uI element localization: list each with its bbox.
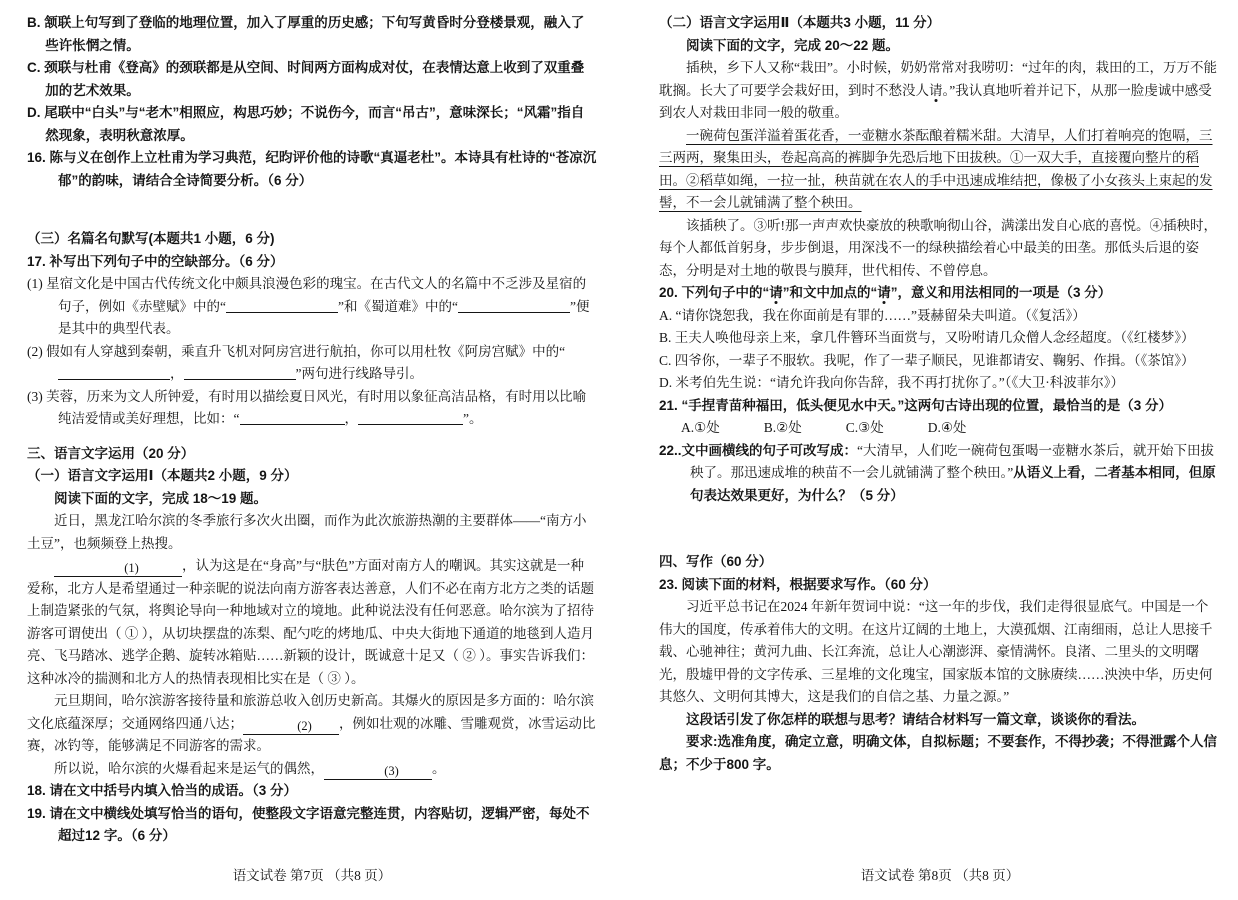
text-run: C. 颈联与杜甫《登高》的颈联都是从空间、时间两方面构成对仗，在表情达意上收到了双重叠加的艺术效果。 [27, 60, 585, 98]
text-line [659, 417, 1221, 440]
text-line [659, 551, 1221, 574]
text-line [659, 327, 1221, 350]
blank-underline [240, 409, 345, 425]
page7-content [27, 12, 597, 848]
text-line [27, 102, 597, 147]
text-line [659, 596, 1221, 709]
text-run: (3) 芙蓉，历来为文人所钟爱，有时用以描绘夏日风光，有时用以象征高洁品格，有时用以比喻纯洁爱情或美好理想，比如：“ [27, 388, 587, 426]
text-run: ”和《蜀道难》中的“ [338, 298, 459, 314]
text-run: B. 王夫人唤他母亲上来，拿几件簪环当面赏与，又吩咐请几众僧人念经超度。（《红楼梦》） [659, 330, 1195, 345]
text-run: 21. “手捏青苗种福田，低头便见水中天。”这两句古诗出现的位置，最恰当的是（3 分） [659, 397, 1173, 413]
text-line [27, 780, 597, 803]
text-line [27, 690, 597, 758]
text-run: 元旦期间，哈尔滨游客接待量和旅游总收入创历史新高。其爆火的原因是多方面的：哈尔滨文化底蕴深厚；交通网络四通八达； [27, 693, 594, 731]
text-line [27, 251, 597, 274]
text-run: ， [344, 411, 359, 426]
text-run: 阅读下面的文字，完成 20～22 题。 [686, 37, 900, 53]
blank-underline [458, 297, 570, 313]
text-line [27, 443, 597, 466]
text-run: ”，意义和用法相同的一项是（3 分） [890, 285, 1112, 300]
text-line [659, 282, 1221, 305]
text-run: D.④处 [927, 420, 967, 435]
text-line [659, 35, 1221, 58]
text-run: 近日，黑龙江哈尔滨的冬季旅行多次火出圈，而作为此次旅游热潮的主要群体——“南方小土豆”，也频频登上热搜。 [27, 513, 587, 551]
text-line [659, 305, 1221, 328]
text-run: 这段话引发了你怎样的联想与思考？请结合材料写一篇文章，谈谈你的看法。 [686, 711, 1145, 727]
text-line [659, 440, 1221, 508]
text-run: 三、语言文字运用（20 分） [27, 445, 195, 461]
blank-underline: (2) [243, 719, 339, 735]
text-run: C.③处 [845, 420, 884, 435]
text-line [27, 488, 597, 511]
text-run: D. 尾联中“白头”与“老木”相照应，构思巧妙；不说伤今，而言“吊古”，意味深长；“风霜”指自然现象，表明秋意浓厚。 [27, 105, 585, 143]
page7-footer: 语文试卷 第7页 （共8 页） [232, 868, 392, 883]
text-line [27, 57, 597, 102]
text-run: 所以说，哈尔滨的火爆看起来是运气的偶然， [54, 760, 324, 776]
blank-underline: (3) [324, 764, 432, 780]
text-line [659, 731, 1221, 776]
text-run: （三）名篇名句默写(本题共1 小题，6 分) [27, 231, 275, 246]
text-run: 要求:选准角度，确定立意，明确文体，自拟标题；不要套作，不得抄袭；不得泄露个人信息；不少于800 字。 [659, 734, 1217, 772]
text-run: ，认为这是在“身高”与“肤色”方面对南方人的嘲讽。其实这就是一种爱称，北方人是希望通过一种亲昵的说法向南方游客表达善意，人们不必在南方北方之类的话题上制造紧张的气氛，将舆论导向一种地域对立的境地。此种说法没有任何恶意。哈尔滨为了招待游客可谓使出（ ① ），从切块摆盘的冻梨、配勺吃的烤地瓜、中央大街地下通道的地毯到人造月亮、飞马踏冰、逃学企鹅、旋转冰箱贴……新颖的设计，既诚意十足又（ ② ）。事实告诉我们：这种冰冷的揣测和北方人的热情表现相比实在是（ ③ ）。 [27, 558, 594, 686]
page8-footer: 语文试卷 第8页 （共8 页） [860, 868, 1020, 883]
text-run: 17. 补写出下列句子中的空缺部分。（6 分） [27, 253, 284, 269]
text-line [659, 12, 1221, 35]
text-run: ”和文中加点的“ [782, 285, 878, 300]
emphasized-char: 请 [929, 82, 943, 98]
text-line [27, 273, 597, 341]
text-run: 20. 下列句子中的“ [659, 285, 770, 300]
text-run: 16. 陈与义在创作上立杜甫为学习典范，纪昀评价他的诗歌“真逼老杜”。本诗具有杜诗的“苍凉沉郁”的韵味，请结合全诗简要分析。（6 分） [27, 150, 597, 188]
text-run: ”。 [463, 411, 483, 426]
text-run: 阅读下面的文字，完成 18～19 题。 [54, 490, 268, 506]
exam-page-7 [27, 12, 597, 890]
text-line [659, 125, 1221, 215]
text-line [659, 709, 1221, 732]
text-run: ，例如壮观的冰雕、雪雕观赏，冰雪运动比赛，冰钓等，能够满足不同游客的需求。 [27, 715, 596, 753]
text-run: 从语义上看，二者基本相同，但原句表达效果更好，为什么？（5 分） [690, 465, 1216, 503]
emphasized-char: 请 [877, 285, 891, 300]
text-run: B.②处 [763, 420, 802, 435]
text-line [659, 215, 1221, 283]
text-run: (1) 星宿文化是中国古代传统文化中颇具浪漫色彩的瑰宝。在古代文人的名篇中不乏涉及星宿的句子，例如《赤壁赋》中的“ [27, 276, 587, 314]
text-run: A. “请你饶恕我，我在你面前是有罪的……”聂赫留朵夫叫道。（《复活》） [659, 307, 1086, 323]
text-run: C. 四爷你，一辈子不服软。我呢，作了一辈子顺民，见谁都请安、鞠躬、作揖。（《茶馆》） [659, 352, 1195, 368]
text-line [27, 803, 597, 848]
text-run: D. 米考伯先生说：“请允许我向你告辞，我不再打扰你了。”（《大卫·科波菲尔》） [659, 375, 1124, 390]
text-run: 23. 阅读下面的材料，根据要求写作。（60 分） [659, 576, 937, 592]
text-line [27, 147, 597, 192]
text-line [659, 574, 1221, 597]
text-run: 22..文中画横线的句子可改写成： [659, 442, 858, 458]
text-line [27, 341, 597, 386]
blank-underline: (1) [54, 561, 182, 577]
text-line [659, 395, 1221, 418]
page8-content [659, 12, 1221, 776]
text-run: 习近平总书记在2024 年新年贺词中说：“这一年的步伐，我们走得很显底气。中国是一个伟大的国度，传承着伟大的文明。在这片辽阔的土地上，大漠孤烟、江南细雨，总让人思接千载、心驰神往；黄河九曲、长江奔流，总让人心潮澎湃、豪情满怀。良渚、二里头的文明曙光，殷墟甲骨的文字传承、三星堆的文化瑰宝，国家版本馆的文脉赓续……泱泱中华，历史何其悠久、文明何其博大，这是我们的自信之基、力量之源。” [659, 599, 1213, 704]
text-line [27, 465, 597, 488]
text-line [27, 386, 597, 431]
text-run: A.①处 [681, 420, 720, 435]
text-run: 四、写作（60 分） [659, 554, 773, 569]
text-run: 一碗荷包蛋洋溢着蛋花香，一壶糖水茶酝酿着糯米甜。大清早，人们打着响亮的饱嗝，三三两两，聚集田头，卷起高高的裤脚争先恐后地下田拔秧。①一双大手，直接覆向整片的稻田。②稻草如绳，一拉一扯，秧苗就在农人的手中迅速成堆结把，像极了小女孩头上束起的发髻，不一会儿就铺满了整个秧田。 [659, 127, 1213, 210]
text-run: 19. 请在文中横线处填写恰当的语句，使整段文字语意完整连贯，内容贴切，逻辑严密，每处不超过12 字。（6 分） [27, 805, 590, 843]
blank-underline [226, 297, 338, 313]
text-line [27, 758, 597, 781]
text-run: 18. 请在文中括号内填入恰当的成语。（3 分） [27, 783, 298, 798]
text-run: ”便是其中的典型代表。 [58, 298, 590, 336]
blank-underline [58, 364, 170, 380]
text-run: （一）语言文字运用Ⅰ（本题共2 小题，9 分） [27, 468, 298, 483]
blank-underline [184, 364, 296, 380]
text-line [27, 228, 597, 251]
text-run: ， [170, 366, 184, 381]
exam-page-8 [659, 12, 1221, 890]
text-line [659, 350, 1221, 373]
text-run: 。”我认真地听着并记下，从那一脸虔诚中感受到农人对栽田非同一般的敬重。 [659, 82, 1212, 120]
text-run: “大清早，人们吃一碗荷包蛋喝一壶糖水茶后，就开始下田拔秧了。那迅速成堆的秧苗不一会儿就铺满了整个秧田。” [690, 442, 1215, 480]
blank-underline [358, 409, 463, 425]
text-run: 。 [432, 760, 446, 776]
text-line [27, 555, 597, 690]
text-run: 插秧，乡下人又称“栽田”。小时候，奶奶常常对我唠叨：“过年的肉，栽田的工，万万不能耽搁。长大了可要学会栽好田，到时不愁没人 [659, 60, 1217, 98]
text-run: B. 颔联上句写到了登临的地理位置，加入了厚重的历史感；下句写黄昏时分登楼景观，融入了些许怅惘之情。 [27, 15, 585, 53]
text-run: 该插秧了。③听!那一声声欢快豪放的秧歌响彻山谷，满漾出发自心底的喜悦。④插秧时，每个人都低首躬身，步步倒退，用深浅不一的绿秧描绘着心中最美的田垄。那低头后退的姿态，分明是对土地的敬畏与膜拜，世代相传、不曾停息。 [659, 217, 1217, 278]
emphasized-char: 请 [769, 285, 783, 300]
text-line [27, 510, 597, 555]
text-run: (2) 假如有人穿越到秦朝，乘直升飞机对阿房宫进行航拍，你可以用杜牧《阿房宫赋》中的“ [27, 343, 566, 359]
text-run: ”两句进行线路导引。 [295, 366, 424, 381]
text-run: （二）语言文字运用Ⅱ（本题共3 小题，11 分） [659, 15, 941, 30]
text-line [659, 57, 1221, 125]
text-line [659, 372, 1221, 395]
text-line [27, 12, 597, 57]
